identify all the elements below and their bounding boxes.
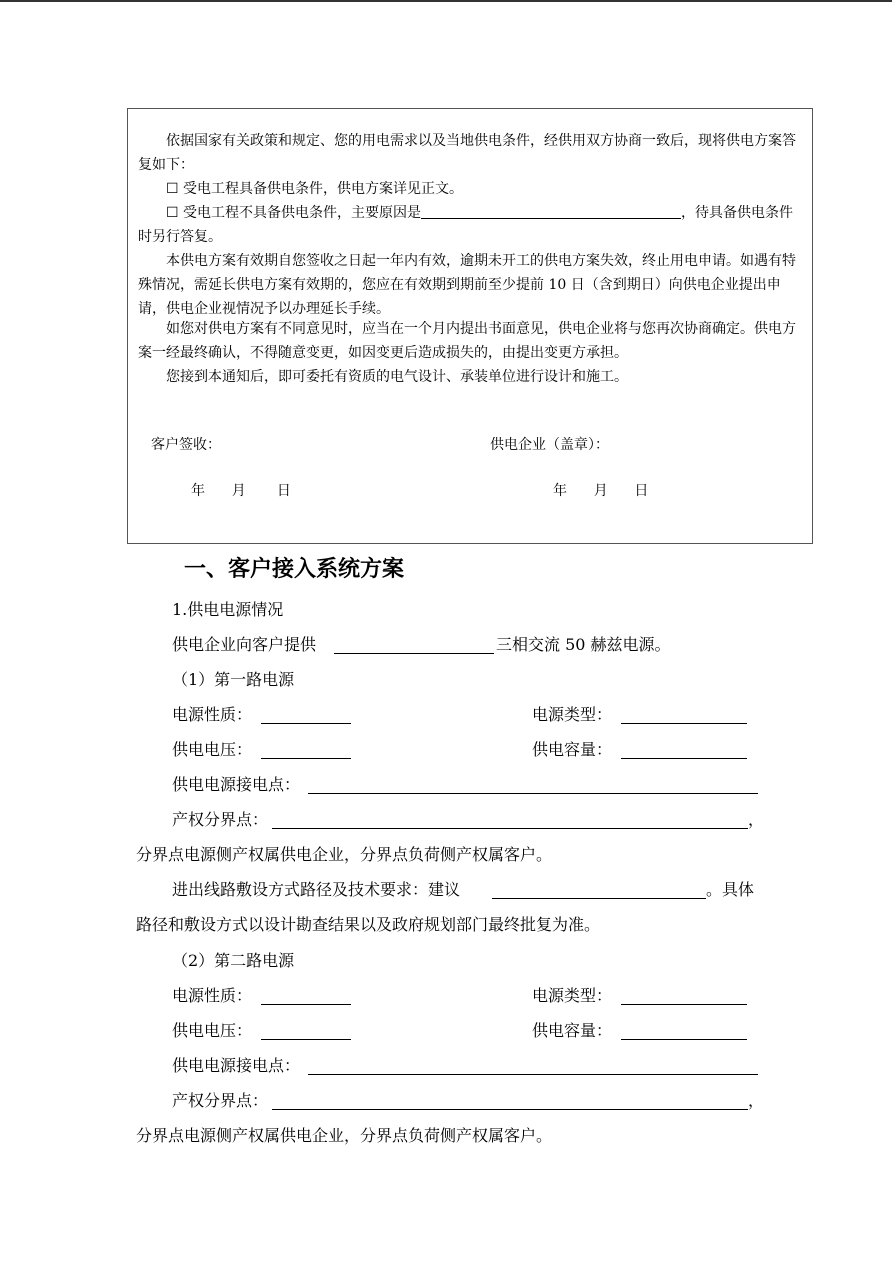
path2-boundary-blank[interactable] xyxy=(272,1109,748,1110)
supply-suffix-text: 三相交流 50 赫兹电源。 xyxy=(496,635,671,654)
notice-paragraph: 您接到本通知后，即可委托有资质的电气设计、承装单位进行设计和施工。 xyxy=(166,369,628,385)
path1-route-line2: 路径和敷设方式以设计勘查结果以及政府规划部门最终批复为准。 xyxy=(136,915,601,934)
path1-boundary-blank[interactable] xyxy=(272,828,748,829)
reason-blank[interactable] xyxy=(421,202,681,219)
path1-ownership-text: 分界点电源侧产权属供电企业，分界点负荷侧产权属客户。 xyxy=(136,845,553,864)
customer-sign-label: 客户签收： xyxy=(151,437,221,453)
path1-capacity-label: 供电容量： xyxy=(532,740,613,759)
supply-prefix-text: 供电企业向客户提供 xyxy=(172,635,317,654)
company-seal-label: 供电企业（盖章）： xyxy=(490,437,609,453)
path2-capacity-blank[interactable] xyxy=(621,1039,747,1040)
path2-boundary-label: 产权分界点： xyxy=(172,1091,269,1110)
supply-blank[interactable] xyxy=(334,653,494,654)
objection-paragraph: 如您对供电方案有不同意见时，应当在一个月内提出书面意见，供电企业将与您再次协商确定。供电方案一经最终确认，不得随意变更，如因变更后造成损失的，由提出变更方承担。 xyxy=(138,321,796,361)
path1-boundary-comma: ， xyxy=(748,810,765,829)
section-title: 一、客户接入系统方案 xyxy=(184,556,405,582)
subsection-heading: 1.供电电源情况 xyxy=(172,600,284,619)
path2-voltage-blank[interactable] xyxy=(261,1039,351,1040)
option-no-conditions-prefix: ☐ 受电工程不具备供电条件，主要原因是 xyxy=(166,205,421,221)
reply-intro-paragraph: 依据国家有关政策和规定、您的用电需求以及当地供电条件，经供用双方协商一致后，现将供电方案答复如下： xyxy=(138,133,796,173)
validity-paragraph: 本供电方案有效期自您签收之日起一年内有效，逾期未开工的供电方案失效，终止用电申请。如遇有特殊情况，需延长供电方案有效期的，您应在有效期到期前至少提前 10 日（含到期日）向供电企业提出申请，供电企业视情况予以办理延长手续。 xyxy=(138,253,796,317)
path1-boundary-label: 产权分界点： xyxy=(172,810,269,829)
path2-nature-blank[interactable] xyxy=(261,1004,351,1005)
path1-route-blank[interactable] xyxy=(492,898,706,899)
page-top-border xyxy=(0,0,892,2)
path1-voltage-label: 供电电压： xyxy=(172,740,253,759)
path2-connect-blank[interactable] xyxy=(308,1074,758,1075)
customer-sign-date: 年 月 日 xyxy=(191,483,291,499)
path1-nature-blank[interactable] xyxy=(261,723,351,724)
path1-type-blank[interactable] xyxy=(621,723,747,724)
company-seal-date: 年 月 日 xyxy=(553,483,649,499)
path1-connect-label: 供电电源接电点： xyxy=(172,775,301,794)
path2-type-blank[interactable] xyxy=(621,1004,747,1005)
path2-voltage-label: 供电电压： xyxy=(172,1021,253,1040)
path2-heading: （2）第二路电源 xyxy=(172,951,295,970)
path2-boundary-comma: ， xyxy=(748,1091,765,1110)
path1-capacity-blank[interactable] xyxy=(621,758,747,759)
path1-route-prefix: 进出线路敷设方式路径及技术要求：建议 xyxy=(172,880,461,899)
reply-notice-box xyxy=(127,108,813,544)
path1-voltage-blank[interactable] xyxy=(261,758,351,759)
path1-connect-blank[interactable] xyxy=(308,793,758,794)
path1-heading: （1）第一路电源 xyxy=(172,670,295,689)
option-has-conditions: ☐ 受电工程具备供电条件，供电方案详见正文。 xyxy=(166,181,463,197)
path2-type-label: 电源类型： xyxy=(532,986,613,1005)
path2-connect-label: 供电电源接电点： xyxy=(172,1056,301,1075)
path1-nature-label: 电源性质： xyxy=(172,705,253,724)
path2-nature-label: 电源性质： xyxy=(172,986,253,1005)
path1-route-suffix: 。具体 xyxy=(706,880,755,899)
option-no-conditions xyxy=(138,201,804,249)
path2-capacity-label: 供电容量： xyxy=(532,1021,613,1040)
option-no-conditions-suffix: ，待具备供电条件时另行答复。 xyxy=(138,205,793,245)
path1-type-label: 电源类型： xyxy=(532,705,613,724)
path2-ownership-text: 分界点电源侧产权属供电企业，分界点负荷侧产权属客户。 xyxy=(136,1126,553,1145)
